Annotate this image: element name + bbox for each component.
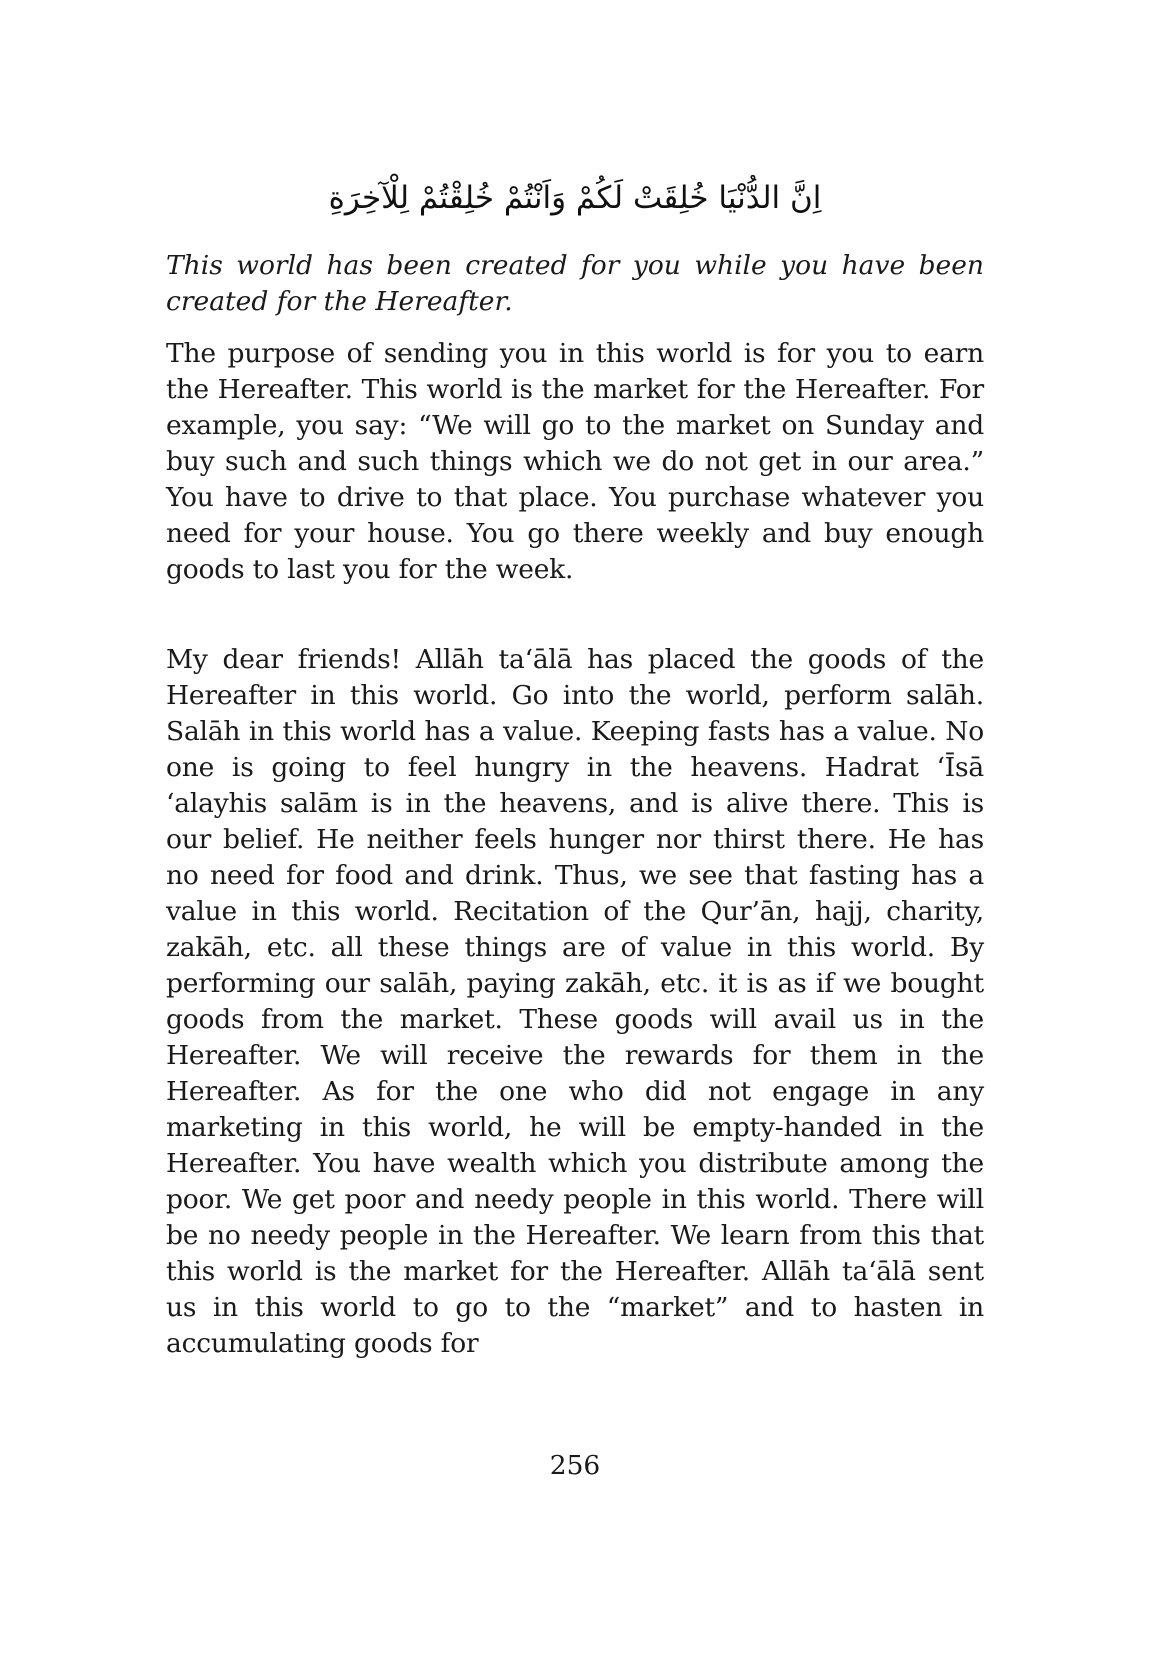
quote-translation: This world has been created for you while you have been created for the Hereafter. xyxy=(166,250,984,317)
paragraph-2: My dear friends! Allāh ta‘ālā has placed the goods of the Hereafter in this world. Go into the world, perform salāh. Salāh in this world has a value. Keeping fasts has a value. No one is going to feel hungry in the heavens. Hadrat ‘Īsā ‘alayhis salām is in the heavens, and is alive there. This is our belief. He neither feels hunger nor thirst there. He has no need for food and drink. Thus, we see that fasting has a value in this world. Recitation of the Qur’ān, hajj, charity, zakāh, etc. all these things are of value in this world. By performing our salāh, paying zakāh, etc. it is as if we bought goods from the market. These goods will avail us in the Hereafter. We will receive the rewards for them in the Hereafter. As for the one who did not engage in any marketing in this world, he will be empty-handed in the Hereafter. You have wealth which you distribute among the poor. We get poor and needy people in this world. There will be no needy people in the Hereafter. We learn from this that this world is the market for the Hereafter. Allāh ta‘ālā sent us in this world to go to the “market” and to hasten in accumulating goods for xyxy=(166,644,984,1359)
paragraph-1: The purpose of sending you in this world is for you to earn the Hereafter. This world is the market for the Hereafter. For example, you say: “We will go to the market on Sunday and buy such and such things which we do not get in our area.” You have to drive to that place. You purchase whatever you need for your house. You go there weekly and buy enough goods to last you for the week. xyxy=(166,338,984,585)
arabic-quote: اِنَّ الدُّنْيَا خُلِقَتْ لَكُمْ وَاَنْتُمْ خُلِقْتُمْ لِلْآخِرَةِ xyxy=(328,180,822,216)
page-number: 256 xyxy=(549,1450,601,1481)
